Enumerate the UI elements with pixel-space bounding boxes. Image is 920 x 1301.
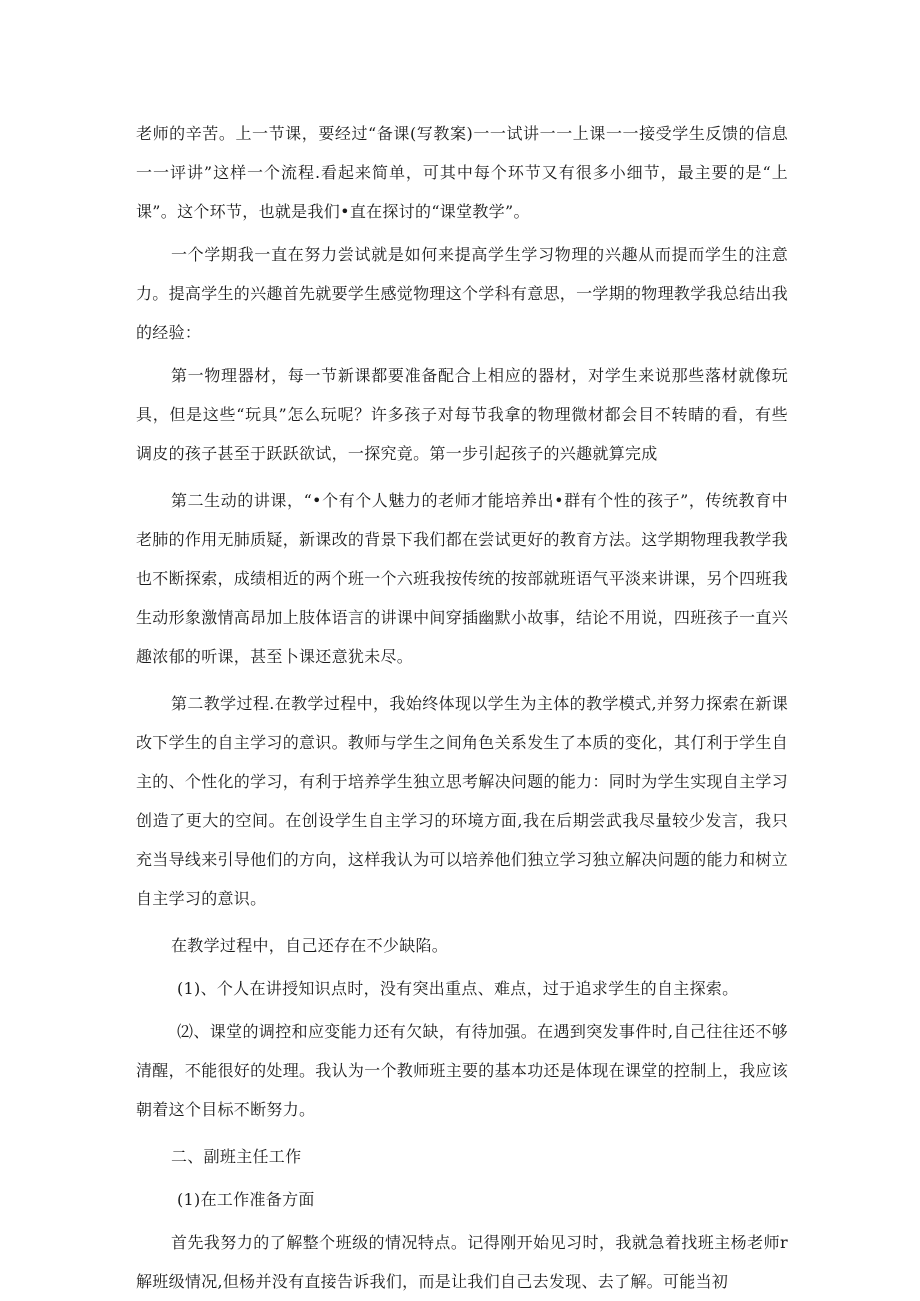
paragraph-2: 一个学期我一直在努力尝试就是如何来提高学生学习物理的兴趣从而提而学生的注意力。提高学生的兴趣首先就要学生感觉物理这个学科有意思，一学期的物理教学我总结出我的经验：: [136, 245, 789, 342]
document-body: [136, 114, 788, 1301]
paragraph-5: 第二教学过程.在教学过程中，我始终体现以学生为主体的教学模式,并努力探索在新课改下学生的自主学习的意识。教师与学生之间角色关系发生了本质的变化，其仃利于学生自主的、个性化的学习，有利于培养学生独立思考解决问题的能力：同时为学生实现自主学习创造了更大的空间。在创设学生自主学习的环境方面,我在后期尝武我尽量较少发言，我只充当导线来引导他们的方向，这样我认为可以培养他们独立学习独立解决问题的能力和树立自主学习的意识。: [136, 694, 789, 908]
paragraph-4: 第二生动的讲课，“•个有个人魅力的老师才能培养出•群有个性的孩子”，传统教育中老肺的作用无肺质疑，新课改的背景下我们都在尝试更好的教育方法。这学期物理我教学我也不断探索，成绩相近的两个班一个六班我按传统的按部就班语气平淡来讲课，另个四班我生动形象激情高昂加上肢体语言的讲课中间穿插幽默小故事，结论不用说，四班孩子一直兴趣浓郁的听课，甚至卜课还意犹未尽。: [136, 491, 789, 666]
paragraph-11: 首先我努力的了解整个班级的情况特点。记得刚开始见习时，我就急着找班主杨老师r解班级情况,但杨并没有直接告诉我们，而是让我们自己去发现、去了解。可能当初: [136, 1233, 788, 1291]
paragraph-7: (1)、个人在讲授知识点时，没有突出重点、难点，过于追求学生的自主探索。: [177, 979, 739, 998]
paragraph-8: ⑵、课堂的调控和应变能力还有欠缺，有待加强。在遇到突发事件时,自己往往还不够清醒，不能很好的处理。我认为一个教师班主要的基本功还是体现在课堂的控制上，我应该朝着这个目标不断努力。: [136, 1022, 789, 1119]
subsection-heading: (1)在工作准备方面: [177, 1190, 315, 1209]
section-heading: 二、副班主任工作: [171, 1147, 302, 1166]
paragraph-3: 第一物理器材，每一节新课都要准备配合上相应的器材，对学生来说那些落材就像玩具，但是这些“玩具”怎么玩呢？许多孩子对每节我拿的物理微材都会目不转睛的看，有些调皮的孩子甚至于跃跃欲试，一探究竟。第一步引起孩子的兴趣就算完成: [136, 366, 788, 463]
paragraph-6: 在教学过程中，自己还存在不少缺陷。: [171, 936, 449, 955]
paragraph-1: 老师的辛苦。上一节课，要经过“备课(写教案)一一试讲一一上课一一接受学生反馈的信息一一评讲”这样一个流程.看起来简单，可其中每个环节又有很多小细节，最主要的是“上课”。这个环节，也就是我们•直在探讨的“课堂教学”。: [136, 124, 788, 221]
